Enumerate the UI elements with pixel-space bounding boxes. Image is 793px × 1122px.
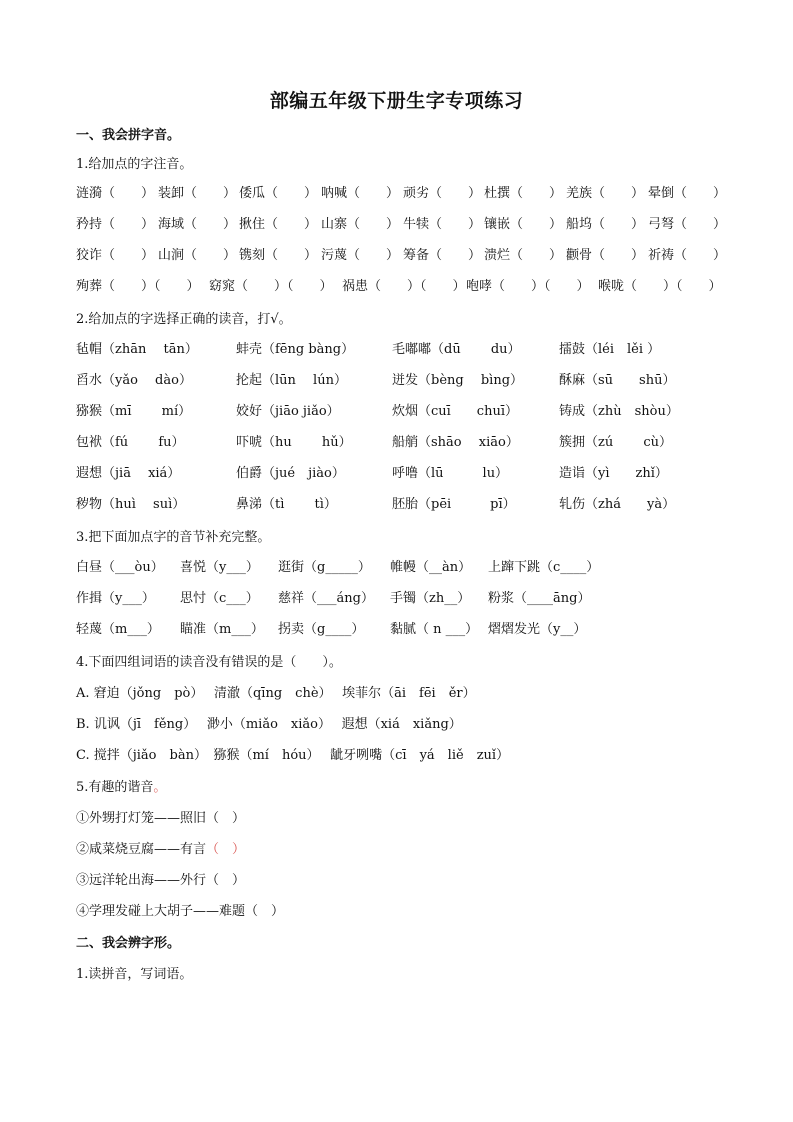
- section1-heading: 一、我会拼字音。: [76, 128, 181, 143]
- q1-item: 祸患（ ）（ ）: [342, 279, 466, 294]
- q3-item: 熠熠发光（y__）: [488, 622, 587, 637]
- q2-item: 毡帽（zhān tān）: [76, 342, 198, 357]
- q2-item: 伯爵（jué jiào）: [236, 466, 345, 481]
- q5-item-text: ④学理发碰上大胡子——难题: [76, 904, 246, 919]
- q3-item: 逛街（g_____）: [278, 560, 371, 575]
- q2-item: 蚌壳（fēng bàng）: [236, 342, 355, 357]
- page-title: 部编五年级下册生字专项练习: [269, 90, 524, 112]
- q2-item: 毛嘟嘟（dū du）: [392, 342, 521, 357]
- q1-item: 咆哮（ ）（ ）: [466, 279, 590, 294]
- q5-item-blank: （ ）: [206, 873, 246, 888]
- q5-item-text: ③远洋轮出海——外行: [76, 873, 207, 888]
- q2-item: 船艄（shāo xiāo）: [392, 435, 519, 450]
- q1-item: 装卸（ ）: [158, 186, 237, 201]
- q2-item: 擂鼓（léi lěi ）: [559, 342, 661, 357]
- q4-option-b: B. 讥讽（jī fěng） 渺小（miǎo xiǎo） 遐想（xiá xiǎng）: [76, 717, 462, 732]
- q2-item: 包袱（fú fu）: [76, 435, 185, 450]
- q1-item: 船坞（ ）: [566, 217, 645, 232]
- q2-item: 呼噜（lū lu）: [392, 466, 509, 481]
- q1-item: 镌刻（ ）: [239, 248, 318, 263]
- q3-item: 黏腻（ n ___）: [390, 622, 479, 637]
- q2-item: 铸成（zhù shòu）: [559, 404, 679, 419]
- q1-item: 揪住（ ）: [239, 217, 318, 232]
- q2-item: 迸发（bèng bìng）: [392, 373, 524, 388]
- q2-item: 胚胎（pēi pī）: [392, 497, 516, 512]
- q5-prompt-text: 5.有趣的谐音: [76, 780, 154, 795]
- q2-item: 酥麻（sū shū）: [559, 373, 676, 388]
- q3-item: 作揖（y___）: [76, 591, 155, 606]
- q5-item-blank: （ ）: [245, 904, 285, 919]
- q3-item: 上蹿下跳（c____）: [488, 560, 600, 575]
- q4-prompt: 4.下面四组词语的读音没有错误的是（ ）。: [76, 655, 342, 670]
- q4-option-c: C. 搅拌（jiǎo bàn） 猕猴（mí hóu） 龇牙咧嘴（cī yá liě zuǐ）: [76, 748, 510, 763]
- q1-item: 晕倒（ ）: [648, 186, 727, 201]
- q1-item: 海域（ ）: [158, 217, 237, 232]
- q2-item: 舀水（yǎo dào）: [76, 373, 192, 388]
- q3-item: 粉浆（____āng）: [488, 591, 591, 606]
- q1-item: 溃烂（ ）: [484, 248, 563, 263]
- q5-item-text: ①外甥打灯笼——照旧: [76, 811, 207, 826]
- section2-heading: 二、我会辨字形。: [76, 936, 181, 951]
- q1-item: 狡诈（ ）: [76, 248, 155, 263]
- q1-item: 呐喊（ ）: [321, 186, 400, 201]
- q3-item: 手镯（zh__）: [390, 591, 471, 606]
- q1-item: 喉咙（ ）（ ）: [598, 279, 722, 294]
- q2-item: 猕猴（mī mí）: [76, 404, 192, 419]
- q5-prompt-period: 。: [153, 780, 167, 795]
- q3-item: 帷幔（__àn）: [390, 560, 472, 575]
- q1-item: 杜撰（ ）: [484, 186, 563, 201]
- q2-item: 秽物（huì suì）: [76, 497, 186, 512]
- q5-prompt: [76, 778, 166, 798]
- section2-q1-prompt: 1.读拼音，写词语。: [76, 967, 193, 982]
- q3-item: 喜悦（y___）: [180, 560, 259, 575]
- q1-item: 牛犊（ ）: [403, 217, 482, 232]
- q1-item: 弓弩（ ）: [648, 217, 727, 232]
- q3-prompt: 3.把下面加点字的音节补充完整。: [76, 530, 271, 545]
- q1-item: 筹备（ ）: [403, 248, 482, 263]
- q5-item-2: [76, 840, 245, 860]
- q1-item: 颧骨（ ）: [566, 248, 645, 263]
- q1-item: 涟漪（ ）: [76, 186, 155, 201]
- q5-item-text: ②咸菜烧豆腐——有言: [76, 842, 207, 857]
- q1-item: 山涧（ ）: [158, 248, 237, 263]
- q2-item: 鼻涕（tì tì）: [236, 497, 337, 512]
- q2-item: 遐想（jiā xiá）: [76, 466, 181, 481]
- q2-item: 炊烟（cuī chuī）: [392, 404, 518, 419]
- q1-prompt: 1.给加点的字注音。: [76, 157, 193, 172]
- q5-item-4: [76, 902, 284, 922]
- q1-item: 矜持（ ）: [76, 217, 155, 232]
- q3-item: 拐卖（g____）: [278, 622, 365, 637]
- q1-item: 倭瓜（ ）: [239, 186, 318, 201]
- q1-item: 污蔑（ ）: [321, 248, 400, 263]
- q5-item-3: [76, 871, 245, 891]
- q1-item: 祈祷（ ）: [648, 248, 727, 263]
- q1-item: 镶嵌（ ）: [484, 217, 563, 232]
- q3-item: 白昼（___òu）: [76, 560, 164, 575]
- q2-item: 造诣（yì zhǐ）: [559, 466, 668, 481]
- q1-item: 顽劣（ ）: [403, 186, 482, 201]
- q2-item: 姣好（jiāo jiǎo）: [236, 404, 340, 419]
- q1-item: 山寨（ ）: [321, 217, 400, 232]
- q5-item-blank: （ ）: [206, 811, 246, 826]
- q2-item: 抡起（lūn lún）: [236, 373, 347, 388]
- q2-item: 吓唬（hu hǔ）: [236, 435, 352, 450]
- q3-item: 瞄准（m___）: [180, 622, 264, 637]
- q5-item-1: [76, 809, 245, 829]
- q5-item-blank: （ ）: [206, 842, 246, 857]
- q4-option-a: A. 窘迫（jǒng pò） 清澈（qīng chè） 埃菲尔（āi fēi ěr）: [76, 686, 476, 701]
- q1-item: 羌族（ ）: [566, 186, 645, 201]
- q3-item: 轻蔑（m___）: [76, 622, 160, 637]
- q2-item: 轧伤（zhá yà）: [559, 497, 676, 512]
- q3-item: 思忖（c___）: [180, 591, 259, 606]
- q3-item: 慈祥（___áng）: [278, 591, 374, 606]
- q2-prompt: 2.给加点的字选择正确的读音，打√。: [76, 312, 292, 327]
- q1-item: 窈窕（ ）（ ）: [209, 279, 333, 294]
- q2-item: 簇拥（zú cù）: [559, 435, 673, 450]
- q1-item: 殉葬（ ）（ ）: [76, 279, 200, 294]
